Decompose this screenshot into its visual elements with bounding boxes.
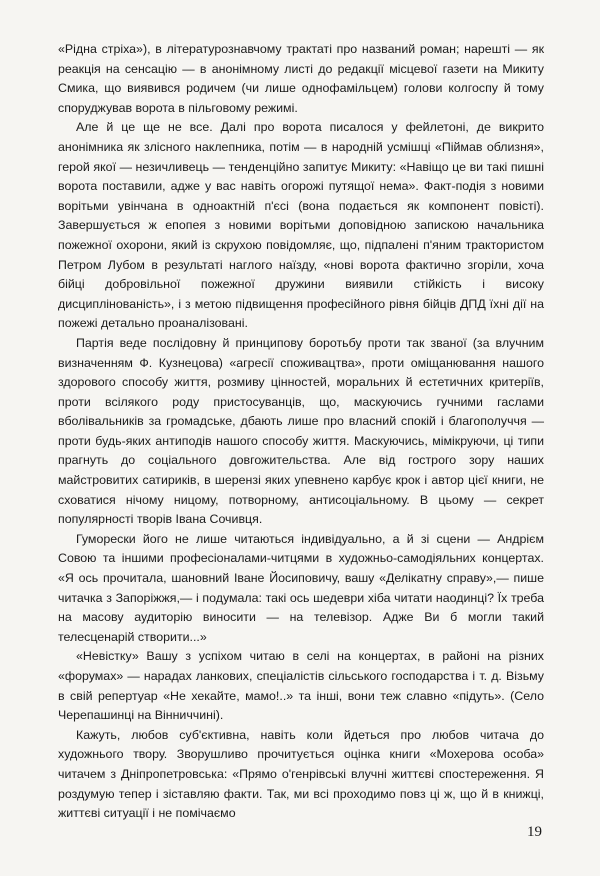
paragraph-5: «Невістку» Вашу з успіхом читаю в селі на концертах, в районі на різних «форумах» — нарадах ланкових, спеціалістів сільського господарства і т. д. Візьму в свій репертуар «Не хекайте, мамо!..» та інші, вони теж славно «підуть». (Село Черепашинці на Вінниччині). (58, 649, 544, 723)
paragraph-6: Кажуть, любов суб'єктивна, навіть коли йдеться про любов читача до художнього твору. Зворушливо прочитується оцінка книги «Мохерова особа» читачем з Дніпропетровська: «Прямо о'генрівські влучні життєві спостереження. Я роздумую тепер і зіставляю факти. Так, ми всі проходимо повз ці ж, що й в книжці, життєві ситуації і не помічаємо (58, 727, 544, 821)
paragraph-3: Партія веде послідовну й принципову боротьбу проти так званої (за влучним визначенням Ф. Кузнецова) «агресії споживацтва», проти оміщанювання нашого здорового способу життя, розмиву цінностей, моральних й естетичних критеріїв, проти всілякого роду пристосуванців, що, маскуючись гучними гаслами вболівальників за громадське, дбають лише про власний спокій і благополуччя — проти будь-яких антиподів нашого способу життя. Маскуючись, мімікруючи, ці типи прагнуть до соціального довгожительства. Але від гострого зору наших майстровитих сатириків, в шерензі яких упевнено карбує крок і автор цієї книги, не сховатися нічому ницому, потворному, антисоціальному. В цьому — секрет популярності творів Івана Сочивця. (58, 335, 544, 527)
paragraph-4: Гуморески його не лише читаються індивідуально, а й зі сцени — Андрієм Совою та іншими професіоналами-читцями в художньо-самодіяльних концертах. «Я ось прочитала, шановний Іване Йосиповичу, вашу «Делікатну справу»,— пише читачка з Запоріжжя,— і подумала: такі ось шедеври хіба читати наодинці? Їх треба на масову аудиторію виносити — на телевізор. Адже Ви б могли такий телесценарій створити...» (58, 531, 544, 644)
page-text (58, 40, 544, 824)
page-number: 19 (527, 824, 542, 840)
paragraph-2: Але й це ще не все. Далі про ворота писалося у фейлетоні, де викрито анонімника як злісного наклепника, потім — в народній усмішці «Піймав облизня», герой якої — незичливець — тенденційно запитує Микиту: «Навіщо це ви такі пишні ворота поставили, адже у вас навіть огорожі путящої нема». Факт-подія з новими ворітьми увінчана в одноактній п'єсі (вона подається як компонент повісті). Завершується ж епопея з новими ворітьми доповідною запискою начальника пожежної охорони, який із скрухою повідомляє, що, підпалені п'яним трактористом Петром Лубом в результаті наглого наїзду, «нові ворота фактично згоріли, хоча бійці добровільної пожежної дружини виявили стійкість і високу дисциплінованість», і з метою підвищення професійного рівня бійців ДПД їхні дії на пожежі детально проаналізовані. (58, 120, 544, 331)
paragraph-1: «Рідна стріха»), в літературознавчому трактаті про названий роман; нарешті — як реакція на сенсацію — в анонімному листі до редакції місцевої газети на Микиту Смика, що виявився родичем (чи лише однофамільцем) голови колгоспу й тому споруджував ворота в пільговому режимі. (58, 42, 544, 115)
